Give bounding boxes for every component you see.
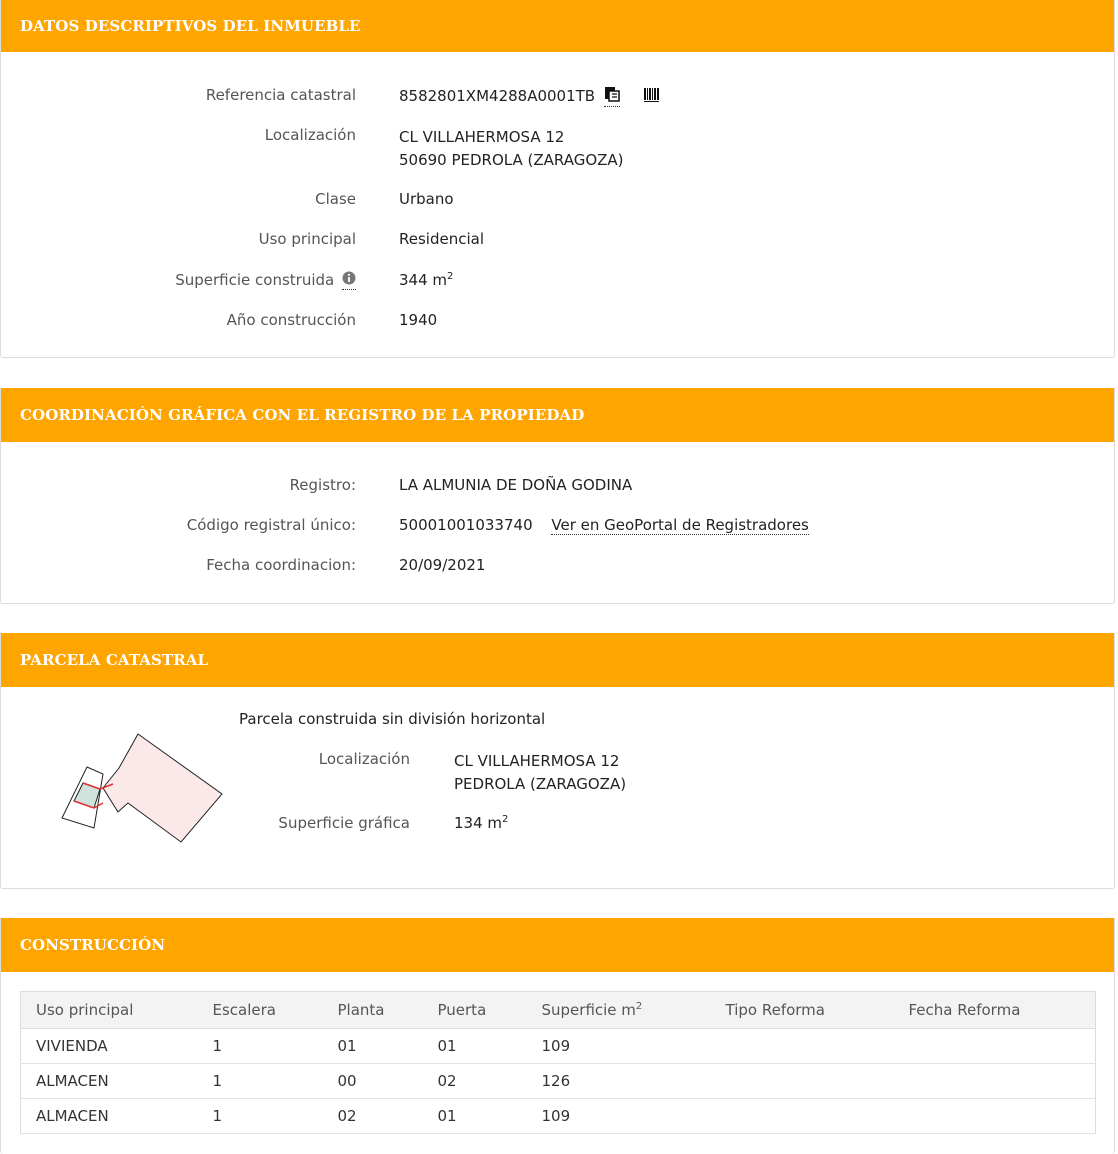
panel-construccion — [0, 918, 1115, 1154]
panel-title-datos: DATOS DESCRIPTIVOS DEL INMUEBLE — [1, 0, 1114, 52]
cell-planta: 02 — [323, 1099, 423, 1134]
label-parcela-loc: Localización — [318, 750, 410, 768]
copy-icon[interactable] — [604, 86, 620, 107]
table-row — [21, 1099, 1096, 1134]
table-header-row — [21, 992, 1096, 1029]
cell-fecha-reforma — [894, 1099, 1096, 1134]
parcela-subtitle: Parcela construida sin división horizontal — [239, 710, 546, 728]
cell-puerta: 01 — [423, 1099, 527, 1134]
label-registro: Registro: — [289, 476, 356, 494]
label-parcela-sup: Superficie gráfica — [278, 814, 410, 832]
value-superficie — [399, 271, 453, 289]
parcela-sup-exp: 2 — [502, 814, 509, 825]
codigo-text: 50001001033740 — [399, 516, 533, 534]
superficie-exp: 2 — [447, 271, 454, 282]
panel-title-parcela: PARCELA CATASTRAL — [1, 633, 1114, 687]
cell-uso: VIVIENDA — [21, 1029, 198, 1064]
cell-puerta: 02 — [423, 1064, 527, 1099]
panel-title-construccion: CONSTRUCCIÓN — [1, 918, 1114, 972]
cell-escalera: 1 — [198, 1029, 323, 1064]
cell-tipo-reforma — [711, 1029, 894, 1064]
parcel-map[interactable] — [56, 728, 231, 848]
cell-escalera: 1 — [198, 1099, 323, 1134]
table-row — [21, 1029, 1096, 1064]
label-anio: Año construcción — [226, 311, 356, 329]
th-puerta: Puerta — [423, 992, 527, 1029]
label-fecha: Fecha coordinacion: — [206, 556, 356, 574]
th-superficie-exp: 2 — [635, 1001, 643, 1012]
th-fecha-reforma: Fecha Reforma — [894, 992, 1096, 1029]
cell-tipo-reforma — [711, 1099, 894, 1134]
label-superficie-wrap — [175, 271, 356, 290]
label-codigo: Código registral único: — [186, 516, 356, 534]
label-superficie: Superficie construida — [175, 271, 335, 289]
th-tipo-reforma: Tipo Reforma — [711, 992, 894, 1029]
th-uso: Uso principal — [21, 992, 198, 1029]
superficie-number: 344 m — [399, 271, 448, 289]
th-superficie-text: Superficie m — [541, 1001, 636, 1019]
cell-escalera: 1 — [198, 1064, 323, 1099]
cell-superficie: 126 — [527, 1064, 711, 1099]
label-referencia: Referencia catastral — [205, 86, 356, 104]
value-localizacion — [399, 126, 624, 172]
value-anio: 1940 — [399, 311, 438, 329]
cell-uso: ALMACEN — [21, 1099, 198, 1134]
cell-uso: ALMACEN — [21, 1064, 198, 1099]
value-fecha: 20/09/2021 — [399, 556, 486, 574]
construccion-table — [20, 991, 1096, 1134]
cell-superficie: 109 — [527, 1099, 711, 1134]
localizacion-line2: 50690 PEDROLA (ZARAGOZA) — [399, 151, 624, 169]
table-row — [21, 1064, 1096, 1099]
parcela-sup-number: 134 m — [454, 814, 503, 832]
cell-tipo-reforma — [711, 1064, 894, 1099]
cell-puerta: 01 — [423, 1029, 527, 1064]
localizacion-line1: CL VILLAHERMOSA 12 — [399, 128, 565, 146]
cell-planta: 01 — [323, 1029, 423, 1064]
info-icon[interactable] — [342, 271, 356, 290]
value-registro: LA ALMUNIA DE DOÑA GODINA — [399, 476, 633, 494]
geoportal-link[interactable]: Ver en GeoPortal de Registradores — [551, 516, 809, 534]
value-codigo — [399, 516, 809, 534]
value-uso: Residencial — [399, 230, 484, 248]
panel-parcela — [0, 633, 1115, 889]
cell-fecha-reforma — [894, 1029, 1096, 1064]
referencia-text: 8582801XM4288A0001TB — [399, 87, 596, 105]
barcode-icon[interactable] — [643, 87, 661, 107]
cell-planta: 00 — [323, 1064, 423, 1099]
value-parcela-sup — [454, 814, 508, 832]
cell-fecha-reforma — [894, 1064, 1096, 1099]
label-clase: Clase — [315, 190, 356, 208]
parcela-loc-line1: CL VILLAHERMOSA 12 — [454, 752, 620, 770]
cell-superficie: 109 — [527, 1029, 711, 1064]
label-uso: Uso principal — [258, 230, 356, 248]
label-localizacion: Localización — [264, 126, 356, 144]
value-clase: Urbano — [399, 190, 454, 208]
parcel-main-shape — [103, 734, 222, 842]
panel-coordinacion — [0, 388, 1115, 604]
value-referencia — [399, 86, 661, 107]
parcela-loc-line2: PEDROLA (ZARAGOZA) — [454, 775, 627, 793]
panel-title-coordinacion: COORDINACIÓN GRÁFICA CON EL REGISTRO DE LA PROPIEDAD — [1, 388, 1114, 442]
th-escalera: Escalera — [198, 992, 323, 1029]
panel-datos-descriptivos — [0, 0, 1115, 358]
value-parcela-loc — [454, 750, 626, 796]
th-planta: Planta — [323, 992, 423, 1029]
th-superficie — [527, 992, 711, 1029]
